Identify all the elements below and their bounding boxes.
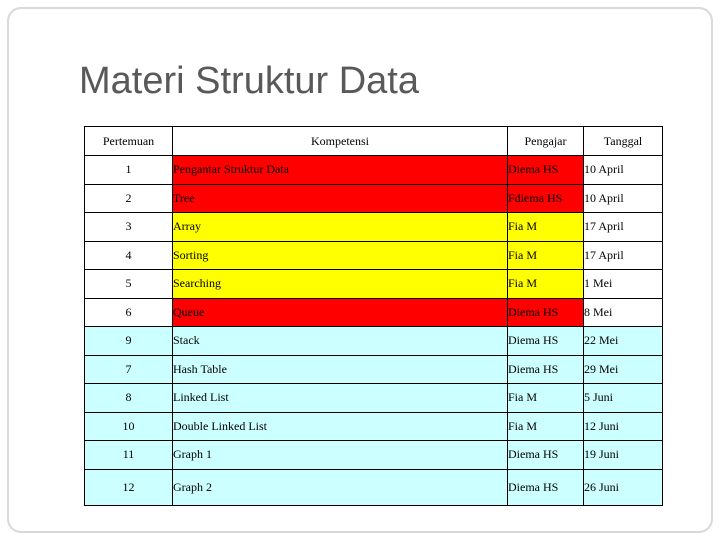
cell-tanggal: 19 Juni: [584, 441, 663, 470]
cell-kompetensi: Graph 1: [173, 441, 508, 470]
table-header-row: [85, 127, 663, 156]
cell-kompetensi: Double Linked List: [173, 412, 508, 441]
table-row: [85, 184, 663, 213]
cell-tanggal: 26 Juni: [584, 469, 663, 505]
cell-pengajar: Fdiema HS: [508, 184, 584, 213]
table-row: [85, 441, 663, 470]
cell-tanggal: 10 April: [584, 184, 663, 213]
cell-kompetensi: Pengantar Struktur Data: [173, 156, 508, 185]
table-row: [85, 270, 663, 299]
cell-kompetensi: Graph 2: [173, 469, 508, 505]
table-row: [85, 156, 663, 185]
cell-pengajar: Fia M: [508, 412, 584, 441]
cell-pengajar: Diema HS: [508, 441, 584, 470]
header-tanggal: Tanggal: [584, 127, 663, 156]
cell-tanggal: 8 Mei: [584, 298, 663, 327]
header-pertemuan: Pertemuan: [85, 127, 173, 156]
cell-pertemuan: 12: [85, 469, 173, 505]
cell-pertemuan: 7: [85, 355, 173, 384]
cell-tanggal: 22 Mei: [584, 327, 663, 356]
table-row: [85, 241, 663, 270]
cell-pengajar: Diema HS: [508, 156, 584, 185]
cell-pertemuan: 9: [85, 327, 173, 356]
cell-pertemuan: 5: [85, 270, 173, 299]
cell-kompetensi: Sorting: [173, 241, 508, 270]
table-row: [85, 412, 663, 441]
cell-pertemuan: 6: [85, 298, 173, 327]
cell-pertemuan: 11: [85, 441, 173, 470]
cell-pertemuan: 4: [85, 241, 173, 270]
header-kompetensi: Kompetensi: [173, 127, 508, 156]
cell-kompetensi: Tree: [173, 184, 508, 213]
cell-kompetensi: Hash Table: [173, 355, 508, 384]
cell-pengajar: Diema HS: [508, 327, 584, 356]
cell-pertemuan: 10: [85, 412, 173, 441]
cell-pertemuan: 8: [85, 384, 173, 413]
cell-tanggal: 1 Mei: [584, 270, 663, 299]
cell-tanggal: 10 April: [584, 156, 663, 185]
table-row: [85, 213, 663, 242]
cell-kompetensi: Searching: [173, 270, 508, 299]
table-row: [85, 298, 663, 327]
header-pengajar: Pengajar: [508, 127, 584, 156]
cell-tanggal: 17 April: [584, 241, 663, 270]
schedule-table: [84, 126, 663, 506]
cell-pertemuan: 2: [85, 184, 173, 213]
cell-pertemuan: 3: [85, 213, 173, 242]
cell-tanggal: 12 Juni: [584, 412, 663, 441]
cell-pengajar: Fia M: [508, 241, 584, 270]
cell-pengajar: Fia M: [508, 213, 584, 242]
cell-pengajar: Fia M: [508, 270, 584, 299]
cell-pengajar: Fia M: [508, 384, 584, 413]
cell-pengajar: Diema HS: [508, 469, 584, 505]
cell-kompetensi: Linked List: [173, 384, 508, 413]
cell-pengajar: Diema HS: [508, 355, 584, 384]
cell-kompetensi: Queue: [173, 298, 508, 327]
cell-pengajar: Diema HS: [508, 298, 584, 327]
table-row: [85, 327, 663, 356]
cell-kompetensi: Stack: [173, 327, 508, 356]
cell-tanggal: 29 Mei: [584, 355, 663, 384]
cell-tanggal: 17 April: [584, 213, 663, 242]
cell-tanggal: 5 Juni: [584, 384, 663, 413]
slide-title: Materi Struktur Data: [79, 60, 419, 102]
cell-pertemuan: 1: [85, 156, 173, 185]
table-row: [85, 355, 663, 384]
table-row: [85, 469, 663, 505]
cell-kompetensi: Array: [173, 213, 508, 242]
table-row: [85, 384, 663, 413]
